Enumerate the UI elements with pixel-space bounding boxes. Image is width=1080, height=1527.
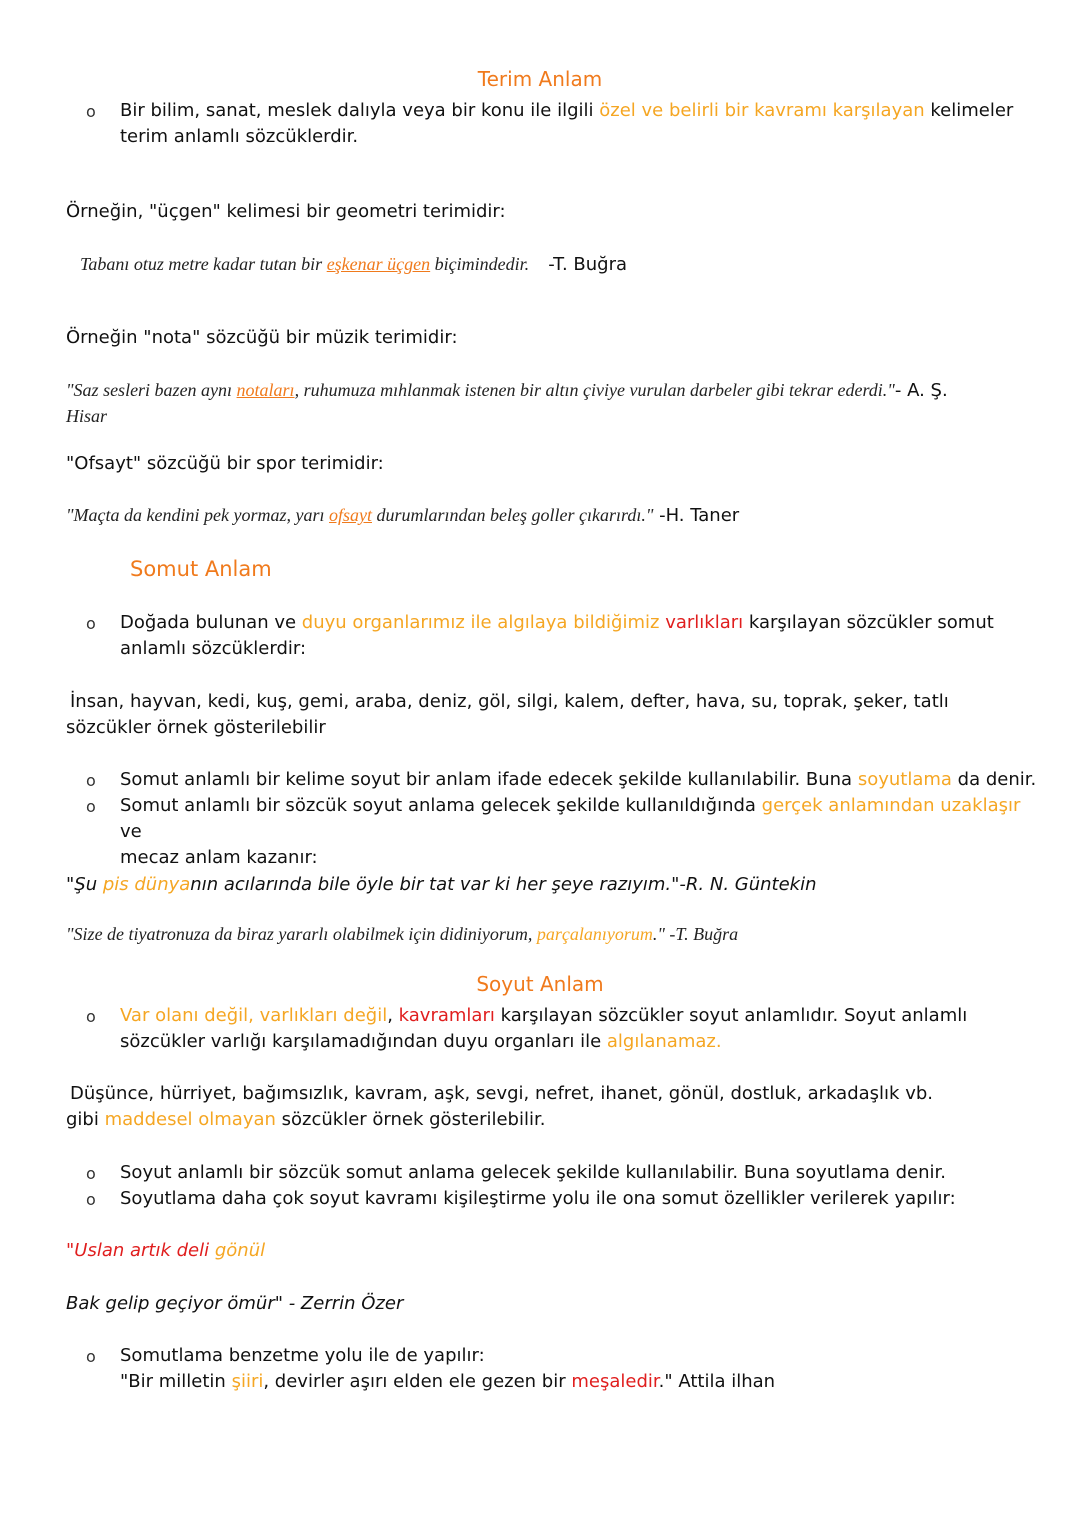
terim-bullet-1: Bir bilim, sanat, meslek dalıyla veya bir konu ile ilgili özel ve belirli bir kavramı karşılayan kelimeler terim anlamlı sözcüklerdir.: [120, 100, 1014, 147]
somut-heading: Somut Anlam: [130, 557, 272, 581]
soyut-bullet-4: Somutlama benzetme yolu ile de yapılır: "Bir milletin şiiri, devirler aşırı elden ele gezen bir meşaledir." Attila ilhan: [120, 1345, 776, 1392]
somut-bullet-1: Doğada bulunan ve duyu organlarımız ile algılaya bildiğimiz varlıkları karşılayan sözcükler somut anlamlı sözcüklerdir:: [120, 612, 994, 659]
soyut-bullet-3: Soyutlama daha çok soyut kavramı kişileştirme yolu ile ona somut özellikler verilerek yapılır:: [120, 1188, 956, 1209]
somut-examples-line-2: sözcükler örnek gösterilebilir: [66, 717, 326, 738]
soyut-bullet-2: Soyut anlamlı bir sözcük somut anlama gelecek şekilde kullanılabilir. Buna soyutlama denir.: [120, 1162, 946, 1183]
bullet-marker: o: [86, 1164, 96, 1183]
somut-bullet-2: Somut anlamlı bir kelime soyut bir anlam ifade edecek şekilde kullanılabilir. Buna soyutlama da denir.: [120, 769, 1037, 790]
soyut-examples-line-1: Düşünce, hürriyet, bağımsızlık, kavram, aşk, sevgi, nefret, ihanet, gönül, dostluk, arkadaşlık vb.: [70, 1083, 933, 1104]
terim-example-1-intro: Örneğin, "üçgen" kelimesi bir geometri terimidir:: [66, 201, 506, 222]
bullet-marker: o: [86, 1347, 96, 1366]
terim-example-1-quote: Tabanı otuz metre kadar tutan bir eşkenar üçgen biçimindedir. -T. Buğra: [80, 254, 628, 275]
somut-quote-2: "Size de tiyatronuza da biraz yararlı olabilmek için didiniyorum, parçalanıyorum." -T. Buğra: [66, 924, 739, 944]
terim-example-3-quote: "Maçta da kendini pek yormaz, yarı ofsayt durumlarından beleş goller çıkarırdı." -H. Taner: [66, 505, 740, 526]
soyut-bullet-1: Var olanı değil, varlıkları değil, kavramları karşılayan sözcükler soyut anlamlıdır. Soyut anlamlı sözcükler varlığı karşılamadığından duyu organları ile algılanamaz.: [120, 1005, 968, 1052]
soyut-heading: Soyut Anlam: [476, 972, 604, 996]
somut-bullet-3: Somut anlamlı bir sözcük soyut anlama gelecek şekilde kullanıldığında gerçek anlamından uzaklaşır ve mecaz anlam kazanır:: [120, 795, 1021, 868]
soyut-poem-line-2: Bak gelip geçiyor ömür" - Zerrin Özer: [66, 1293, 404, 1314]
terim-heading: Terim Anlam: [477, 67, 603, 91]
terim-example-2-intro: Örneğin "nota" sözcüğü bir müzik terimidir:: [66, 327, 458, 348]
bullet-marker: o: [86, 797, 96, 816]
soyut-examples-line-2: gibi maddesel olmayan sözcükler örnek gösterilebilir.: [66, 1109, 546, 1130]
soyut-poem-line-1: "Uslan artık deli gönül: [66, 1240, 266, 1261]
bullet-marker: o: [86, 771, 96, 790]
terim-example-2-quote: "Saz sesleri bazen aynı notaları, ruhumuza mıhlanmak istenen bir altın çiviye vurulan darbeler gibi tekrar ederdi."- A. Ş. Hisar: [66, 380, 948, 426]
somut-examples-line-1: İnsan, hayvan, kedi, kuş, gemi, araba, deniz, göl, silgi, kalem, defter, hava, su, toprak, şeker, tatlı: [70, 691, 949, 712]
somut-quote-1: "Şu pis dünyanın acılarında bile öyle bir tat var ki her şeye razıyım."-R. N. Güntekin: [66, 874, 817, 895]
bullet-marker: o: [86, 614, 96, 633]
terim-example-3-intro: "Ofsayt" sözcüğü bir spor terimidir:: [66, 453, 384, 474]
bullet-marker: o: [86, 1007, 96, 1026]
bullet-marker: o: [86, 102, 96, 121]
bullet-marker: o: [86, 1190, 96, 1209]
